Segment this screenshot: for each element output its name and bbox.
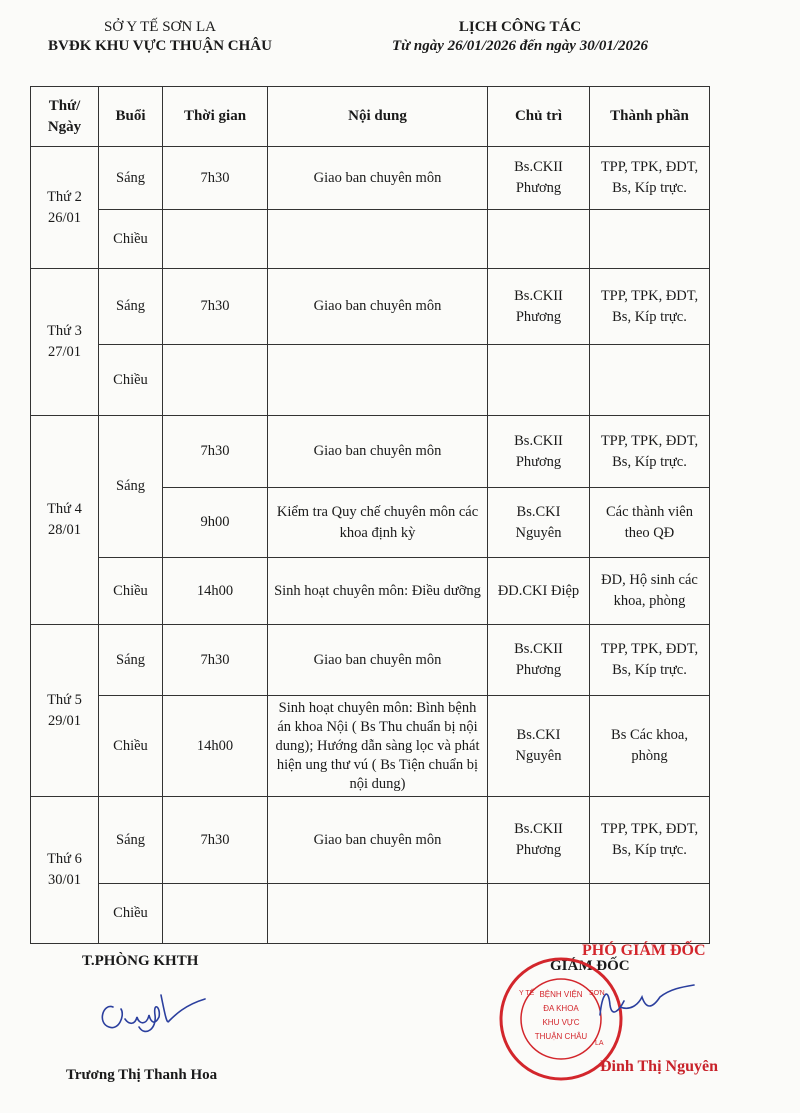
session-cell: Chiều <box>99 345 163 416</box>
hospital-name: BVĐK KHU VỰC THUẬN CHÂU <box>48 38 272 54</box>
col-session: Buổi <box>99 87 163 147</box>
time-cell: 7h30 <box>163 625 268 696</box>
time-cell <box>163 210 268 269</box>
time-cell: 7h30 <box>163 147 268 210</box>
parent-org: SỞ Y TẾ SƠN LA <box>104 19 216 35</box>
svg-text:ĐA KHOA: ĐA KHOA <box>543 1004 579 1013</box>
members-cell: TPP, TPK, ĐDT, Bs, Kíp trực. <box>590 269 710 345</box>
session-cell: Sáng <box>99 147 163 210</box>
members-cell: ĐD, Hộ sinh các khoa, phòng <box>590 558 710 625</box>
content-cell: Kiểm tra Quy chế chuyên môn các khoa định kỳ <box>268 488 488 558</box>
chair-cell: Bs.CKII Phương <box>488 269 590 345</box>
table-row <box>31 558 710 625</box>
svg-text:THUẬN CHÂU: THUẬN CHÂU <box>534 1032 588 1041</box>
col-day: Thứ/ Ngày <box>31 87 99 147</box>
doc-title: LỊCH CÔNG TÁC <box>458 19 582 35</box>
table-row <box>31 210 710 269</box>
header-row <box>31 87 710 147</box>
members-cell <box>590 210 710 269</box>
col-time: Thời gian <box>163 87 268 147</box>
members-cell: Các thành viên theo QĐ <box>590 488 710 558</box>
members-cell <box>590 345 710 416</box>
left-signature <box>95 985 225 1045</box>
members-cell: Bs Các khoa, phòng <box>590 696 710 797</box>
content-cell: Sinh hoạt chuyên môn: Điều dưỡng <box>268 558 488 625</box>
day-cell: Thứ 3 27/01 <box>31 269 99 416</box>
members-cell: TPP, TPK, ĐDT, Bs, Kíp trực. <box>590 147 710 210</box>
table-row <box>31 269 710 345</box>
svg-text:SƠN: SƠN <box>589 990 605 997</box>
table-row <box>31 696 710 797</box>
time-cell: 14h00 <box>163 696 268 797</box>
left-signer-name: Trương Thị Thanh Hoa <box>66 1067 218 1083</box>
session-cell: Sáng <box>99 625 163 696</box>
table-row <box>31 625 710 696</box>
table-row <box>31 345 710 416</box>
time-cell <box>163 884 268 944</box>
director-title: GIÁM ĐỐC <box>550 958 630 974</box>
director-signature <box>590 975 700 1035</box>
session-cell: Chiều <box>99 210 163 269</box>
content-cell: Giao ban chuyên môn <box>268 269 488 345</box>
org-header <box>10 18 310 56</box>
chair-cell: Bs.CKII Phương <box>488 797 590 884</box>
schedule-table <box>30 86 710 944</box>
chair-cell: ĐD.CKI Điệp <box>488 558 590 625</box>
chair-cell: Bs.CKI Nguyên <box>488 696 590 797</box>
director-name: Đinh Thị Nguyên <box>600 1058 718 1075</box>
members-cell: TPP, TPK, ĐDT, Bs, Kíp trực. <box>590 625 710 696</box>
table-row <box>31 147 710 210</box>
date-range: Từ ngày 26/01/2026 đến ngày 30/01/2026 <box>391 38 649 54</box>
svg-text:BỆNH VIỆN: BỆNH VIỆN <box>539 990 583 999</box>
col-chair: Chủ trì <box>488 87 590 147</box>
time-cell: 9h00 <box>163 488 268 558</box>
svg-text:Y TẾ: Y TẾ <box>519 990 535 997</box>
content-cell: Giao ban chuyên môn <box>268 147 488 210</box>
left-signer-title: T.PHÒNG KHTH <box>82 953 199 969</box>
time-cell <box>163 345 268 416</box>
chair-cell <box>488 210 590 269</box>
content-cell <box>268 345 488 416</box>
day-cell: Thứ 2 26/01 <box>31 147 99 269</box>
members-cell: TPP, TPK, ĐDT, Bs, Kíp trực. <box>590 416 710 488</box>
content-cell <box>268 884 488 944</box>
session-cell: Chiều <box>99 884 163 944</box>
day-cell: Thứ 4 28/01 <box>31 416 99 625</box>
chair-cell: Bs.CKI Nguyên <box>488 488 590 558</box>
day-cell: Thứ 6 30/01 <box>31 797 99 944</box>
table-row <box>31 884 710 944</box>
chair-cell <box>488 884 590 944</box>
content-cell: Sinh hoạt chuyên môn: Bình bệnh án khoa Nội ( Bs Thu chuẩn bị nội dung); Hướng dẫn sàng lọc và phát hiện ung thư vú ( Bs Tiện chuẩn bị nội dung) <box>268 696 488 797</box>
content-cell: Giao ban chuyên môn <box>268 797 488 884</box>
session-cell: Chiều <box>99 696 163 797</box>
col-content: Nội dung <box>268 87 488 147</box>
day-cell: Thứ 5 29/01 <box>31 625 99 797</box>
time-cell: 14h00 <box>163 558 268 625</box>
col-members: Thành phần <box>590 87 710 147</box>
session-cell: Chiều <box>99 558 163 625</box>
svg-text:KHU VỰC: KHU VỰC <box>542 1018 580 1027</box>
table-row <box>31 416 710 488</box>
content-cell <box>268 210 488 269</box>
chair-cell: Bs.CKII Phương <box>488 625 590 696</box>
time-cell: 7h30 <box>163 416 268 488</box>
session-cell: Sáng <box>99 797 163 884</box>
session-cell: Sáng <box>99 269 163 345</box>
members-cell <box>590 884 710 944</box>
members-cell: TPP, TPK, ĐDT, Bs, Kíp trực. <box>590 797 710 884</box>
content-cell: Giao ban chuyên môn <box>268 416 488 488</box>
doc-title-block <box>330 18 710 56</box>
time-cell: 7h30 <box>163 797 268 884</box>
time-cell: 7h30 <box>163 269 268 345</box>
session-cell: Sáng <box>99 416 163 558</box>
chair-cell: Bs.CKII Phương <box>488 147 590 210</box>
content-cell: Giao ban chuyên môn <box>268 625 488 696</box>
table-row <box>31 797 710 884</box>
svg-text:LA: LA <box>595 1040 604 1047</box>
vice-director-stamp: PHÓ GIÁM ĐỐC <box>582 942 706 959</box>
chair-cell <box>488 345 590 416</box>
chair-cell: Bs.CKII Phương <box>488 416 590 488</box>
